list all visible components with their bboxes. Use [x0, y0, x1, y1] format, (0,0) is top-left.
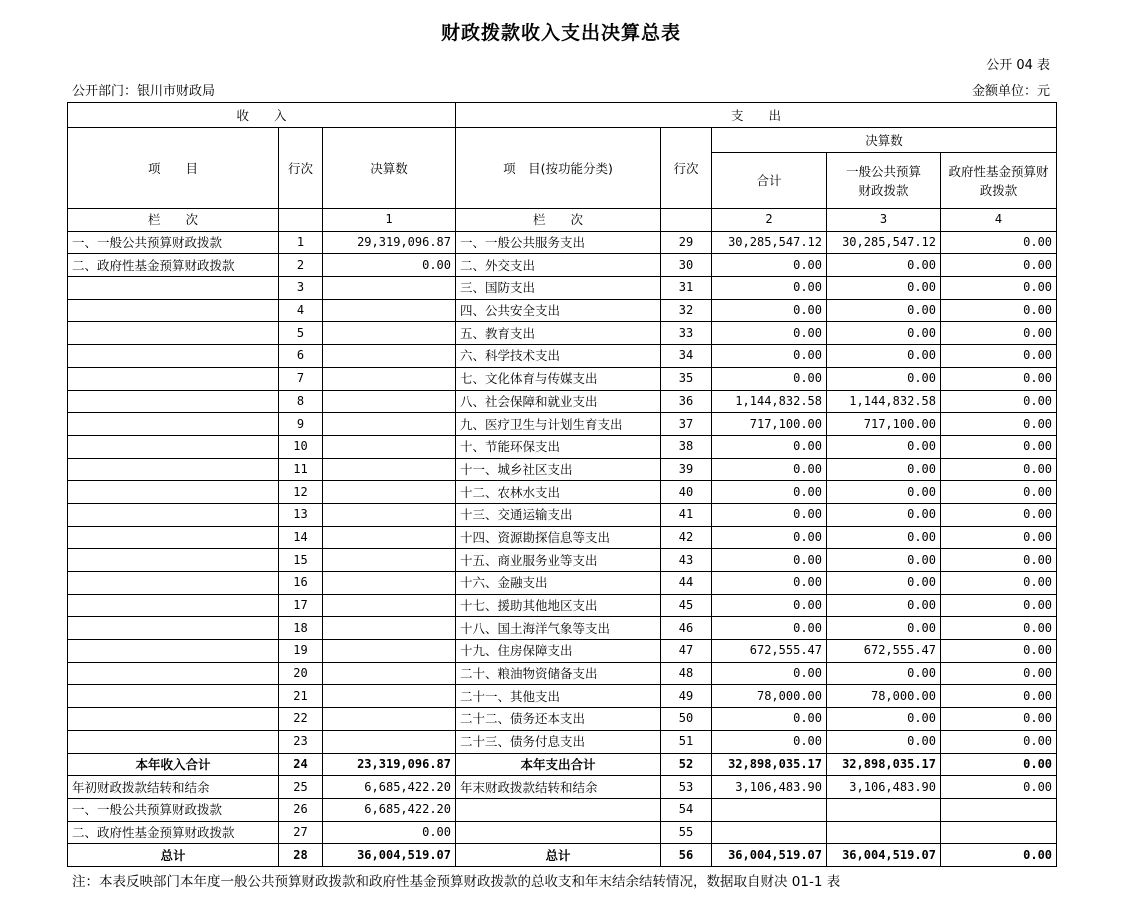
expense-line-no: 45 — [661, 594, 712, 617]
expense-gov-fund: 0.00 — [941, 662, 1057, 685]
table-row — [68, 254, 1057, 277]
expense-line-no: 30 — [661, 254, 712, 277]
income-amount — [323, 367, 456, 390]
income-amount — [323, 617, 456, 640]
expense-item: 一、一般公共服务支出 — [456, 231, 661, 254]
expense-amount-header: 决算数 — [712, 128, 1057, 153]
expense-general-budget: 32,898,035.17 — [827, 753, 941, 776]
expense-gov-fund: 0.00 — [941, 572, 1057, 595]
income-item — [68, 662, 279, 685]
income-amount — [323, 708, 456, 731]
expense-gov-fund: 0.00 — [941, 730, 1057, 753]
expense-line-no: 51 — [661, 730, 712, 753]
income-line-no: 27 — [279, 821, 323, 844]
table-row — [68, 299, 1057, 322]
income-item — [68, 390, 279, 413]
expense-gov-fund: 0.00 — [941, 594, 1057, 617]
expense-gov-fund: 0.00 — [941, 345, 1057, 368]
expense-item: 二十一、其他支出 — [456, 685, 661, 708]
expense-general-budget: 0.00 — [827, 458, 941, 481]
income-amount — [323, 685, 456, 708]
table-row — [68, 413, 1057, 436]
expense-general-budget: 0.00 — [827, 503, 941, 526]
expense-total: 672,555.47 — [712, 640, 827, 663]
income-line-no: 13 — [279, 503, 323, 526]
expense-general-budget: 30,285,547.12 — [827, 231, 941, 254]
expense-item: 十二、农林水支出 — [456, 481, 661, 504]
expense-line-no: 39 — [661, 458, 712, 481]
footnote: 注：本表反映部门本年度一般公共预算财政拨款和政府性基金预算财政拨款的总收支和年末结余结转情况，数据取自财决 01-1 表 — [72, 874, 841, 890]
table-row — [68, 640, 1057, 663]
income-item — [68, 640, 279, 663]
expense-general-budget — [827, 821, 941, 844]
income-amount — [323, 640, 456, 663]
expense-total — [712, 798, 827, 821]
table-row — [68, 458, 1057, 481]
expense-gov-fund: 0.00 — [941, 322, 1057, 345]
income-item — [68, 685, 279, 708]
expense-general-budget: 672,555.47 — [827, 640, 941, 663]
expense-total: 36,004,519.07 — [712, 844, 827, 867]
income-amount — [323, 572, 456, 595]
expense-gov-fund: 0.00 — [941, 390, 1057, 413]
expense-item — [456, 798, 661, 821]
expense-item: 二十二、债务还本支出 — [456, 708, 661, 731]
expense-total: 0.00 — [712, 345, 827, 368]
form-number: 公开 04 表 — [986, 58, 1050, 73]
expense-gov-fund: 0.00 — [941, 367, 1057, 390]
income-line-no: 28 — [279, 844, 323, 867]
income-line-no: 24 — [279, 753, 323, 776]
expense-line-no: 29 — [661, 231, 712, 254]
expense-line-no: 52 — [661, 753, 712, 776]
expense-line-no: 43 — [661, 549, 712, 572]
income-item-header: 项 目 — [68, 128, 279, 209]
income-item — [68, 572, 279, 595]
col-index-4: 4 — [941, 209, 1057, 232]
expense-gov-fund: 0.00 — [941, 685, 1057, 708]
income-amount — [323, 299, 456, 322]
income-amount — [323, 662, 456, 685]
budget-summary-table — [67, 102, 1057, 867]
expense-line-no: 31 — [661, 277, 712, 300]
income-amount — [323, 549, 456, 572]
income-item: 二、政府性基金预算财政拨款 — [68, 254, 279, 277]
expense-item: 二、外交支出 — [456, 254, 661, 277]
expense-item: 六、科学技术支出 — [456, 345, 661, 368]
expense-gov-fund: 0.00 — [941, 458, 1057, 481]
income-line-no: 16 — [279, 572, 323, 595]
expense-general-budget: 0.00 — [827, 526, 941, 549]
expense-gov-fund — [941, 821, 1057, 844]
expense-total: 0.00 — [712, 299, 827, 322]
expense-line-no: 38 — [661, 435, 712, 458]
col-label-blank-2 — [661, 209, 712, 232]
expense-total: 0.00 — [712, 458, 827, 481]
expense-item: 十五、商业服务业等支出 — [456, 549, 661, 572]
expense-line-no: 54 — [661, 798, 712, 821]
expense-item: 二十、粮油物资储备支出 — [456, 662, 661, 685]
expense-total: 30,285,547.12 — [712, 231, 827, 254]
table-row — [68, 322, 1057, 345]
income-item — [68, 435, 279, 458]
table-row — [68, 753, 1057, 776]
income-item — [68, 367, 279, 390]
income-line-no: 5 — [279, 322, 323, 345]
income-line-no: 8 — [279, 390, 323, 413]
income-header: 收 入 — [68, 103, 456, 128]
expense-line-no: 35 — [661, 367, 712, 390]
table-row — [68, 435, 1057, 458]
table-row — [68, 662, 1057, 685]
total-header: 合计 — [712, 153, 827, 209]
col-index-3: 3 — [827, 209, 941, 232]
expense-item: 九、医疗卫生与计划生育支出 — [456, 413, 661, 436]
expense-general-budget: 1,144,832.58 — [827, 390, 941, 413]
income-item — [68, 345, 279, 368]
income-line-no: 17 — [279, 594, 323, 617]
expense-total — [712, 821, 827, 844]
table-row — [68, 572, 1057, 595]
expense-general-budget: 0.00 — [827, 708, 941, 731]
income-amount: 0.00 — [323, 821, 456, 844]
expense-gov-fund: 0.00 — [941, 640, 1057, 663]
expense-total: 0.00 — [712, 481, 827, 504]
expense-line-no: 53 — [661, 776, 712, 799]
income-amount — [323, 322, 456, 345]
expense-item: 三、国防支出 — [456, 277, 661, 300]
table-row — [68, 503, 1057, 526]
expense-total: 0.00 — [712, 367, 827, 390]
expense-item: 年末财政拨款结转和结余 — [456, 776, 661, 799]
expense-line-no: 56 — [661, 844, 712, 867]
income-line-no: 20 — [279, 662, 323, 685]
table-row — [68, 798, 1057, 821]
income-amount-header: 决算数 — [323, 128, 456, 209]
expense-general-budget: 717,100.00 — [827, 413, 941, 436]
col-label-2: 栏 次 — [456, 209, 661, 232]
expense-item: 十九、住房保障支出 — [456, 640, 661, 663]
expense-total: 0.00 — [712, 435, 827, 458]
table-row — [68, 481, 1057, 504]
income-line-no: 26 — [279, 798, 323, 821]
expense-line-no: 49 — [661, 685, 712, 708]
income-line-no: 12 — [279, 481, 323, 504]
income-item — [68, 299, 279, 322]
expense-line-no: 42 — [661, 526, 712, 549]
expense-general-budget: 78,000.00 — [827, 685, 941, 708]
income-amount: 6,685,422.20 — [323, 776, 456, 799]
income-line-no: 9 — [279, 413, 323, 436]
income-line-no: 19 — [279, 640, 323, 663]
expense-line-no: 44 — [661, 572, 712, 595]
table-row — [68, 277, 1057, 300]
income-amount — [323, 390, 456, 413]
income-line-no: 22 — [279, 708, 323, 731]
table-row — [68, 821, 1057, 844]
expense-total: 0.00 — [712, 277, 827, 300]
expense-general-budget: 0.00 — [827, 322, 941, 345]
table-row — [68, 844, 1057, 867]
general-budget-header: 一般公共预算财政拨款 — [827, 153, 941, 209]
expense-item: 十六、金融支出 — [456, 572, 661, 595]
expense-general-budget: 0.00 — [827, 345, 941, 368]
expense-gov-fund: 0.00 — [941, 503, 1057, 526]
expense-general-budget: 36,004,519.07 — [827, 844, 941, 867]
table-row — [68, 345, 1057, 368]
income-item — [68, 730, 279, 753]
income-amount: 0.00 — [323, 254, 456, 277]
table-row — [68, 708, 1057, 731]
income-amount — [323, 503, 456, 526]
expense-general-budget: 0.00 — [827, 572, 941, 595]
expense-item: 总计 — [456, 844, 661, 867]
income-item: 总计 — [68, 844, 279, 867]
income-line-no: 18 — [279, 617, 323, 640]
income-amount — [323, 458, 456, 481]
income-amount — [323, 435, 456, 458]
expense-general-budget: 0.00 — [827, 254, 941, 277]
expense-total: 0.00 — [712, 594, 827, 617]
income-item — [68, 594, 279, 617]
income-amount: 29,319,096.87 — [323, 231, 456, 254]
unit-label: 金额单位：元 — [971, 84, 1050, 99]
expense-item: 四、公共安全支出 — [456, 299, 661, 322]
income-amount — [323, 526, 456, 549]
expense-gov-fund: 0.00 — [941, 413, 1057, 436]
income-amount — [323, 730, 456, 753]
expense-total: 1,144,832.58 — [712, 390, 827, 413]
expense-total: 0.00 — [712, 730, 827, 753]
expense-line-no: 47 — [661, 640, 712, 663]
income-amount: 36,004,519.07 — [323, 844, 456, 867]
gov-fund-header: 政府性基金预算财政拨款 — [941, 153, 1057, 209]
income-item — [68, 481, 279, 504]
expense-gov-fund: 0.00 — [941, 481, 1057, 504]
table-row — [68, 685, 1057, 708]
expense-line-no: 41 — [661, 503, 712, 526]
expense-item: 七、文化体育与传媒支出 — [456, 367, 661, 390]
expense-gov-fund: 0.00 — [941, 708, 1057, 731]
expense-line-no: 40 — [661, 481, 712, 504]
department-label: 公开部门：银川市财政局 — [72, 84, 216, 99]
income-item — [68, 458, 279, 481]
income-line-no: 15 — [279, 549, 323, 572]
income-line-no: 11 — [279, 458, 323, 481]
page-title: 财政拨款收入支出决算总表 — [440, 22, 681, 44]
expense-line-no: 37 — [661, 413, 712, 436]
col-index-1: 1 — [323, 209, 456, 232]
income-line-no: 3 — [279, 277, 323, 300]
expense-gov-fund: 0.00 — [941, 231, 1057, 254]
income-item: 一、一般公共预算财政拨款 — [68, 231, 279, 254]
expense-item-header: 项 目(按功能分类) — [456, 128, 661, 209]
expense-general-budget: 3,106,483.90 — [827, 776, 941, 799]
expense-general-budget: 0.00 — [827, 481, 941, 504]
income-line-no: 2 — [279, 254, 323, 277]
expense-item: 本年支出合计 — [456, 753, 661, 776]
col-index-2: 2 — [712, 209, 827, 232]
expense-general-budget: 0.00 — [827, 367, 941, 390]
expense-general-budget: 0.00 — [827, 594, 941, 617]
expense-total: 0.00 — [712, 254, 827, 277]
expense-general-budget: 0.00 — [827, 277, 941, 300]
expense-item: 十四、资源勘探信息等支出 — [456, 526, 661, 549]
expense-item: 十、节能环保支出 — [456, 435, 661, 458]
expense-total: 717,100.00 — [712, 413, 827, 436]
expense-item: 十八、国土海洋气象等支出 — [456, 617, 661, 640]
expense-general-budget: 0.00 — [827, 730, 941, 753]
expense-line-no: 48 — [661, 662, 712, 685]
expense-general-budget: 0.00 — [827, 662, 941, 685]
expense-item: 五、教育支出 — [456, 322, 661, 345]
expense-item: 十七、援助其他地区支出 — [456, 594, 661, 617]
table-row — [68, 549, 1057, 572]
expense-item: 八、社会保障和就业支出 — [456, 390, 661, 413]
expense-gov-fund: 0.00 — [941, 844, 1057, 867]
income-line-no: 23 — [279, 730, 323, 753]
income-item — [68, 277, 279, 300]
income-amount — [323, 413, 456, 436]
expense-general-budget: 0.00 — [827, 549, 941, 572]
expense-line-no: 55 — [661, 821, 712, 844]
income-item — [68, 322, 279, 345]
income-item: 二、政府性基金预算财政拨款 — [68, 821, 279, 844]
expense-total: 0.00 — [712, 549, 827, 572]
income-amount — [323, 277, 456, 300]
expense-item — [456, 821, 661, 844]
income-amount: 23,319,096.87 — [323, 753, 456, 776]
expense-total: 0.00 — [712, 572, 827, 595]
col-label-blank — [279, 209, 323, 232]
expense-general-budget — [827, 798, 941, 821]
expense-header: 支 出 — [456, 103, 1057, 128]
table-row — [68, 594, 1057, 617]
expense-general-budget: 0.00 — [827, 299, 941, 322]
income-line-no: 6 — [279, 345, 323, 368]
expense-gov-fund: 0.00 — [941, 435, 1057, 458]
income-line-no: 10 — [279, 435, 323, 458]
income-line-no: 25 — [279, 776, 323, 799]
expense-general-budget: 0.00 — [827, 435, 941, 458]
expense-gov-fund — [941, 798, 1057, 821]
col-label: 栏 次 — [68, 209, 279, 232]
income-item — [68, 549, 279, 572]
table-row — [68, 231, 1057, 254]
income-item — [68, 503, 279, 526]
income-amount — [323, 481, 456, 504]
expense-item: 十三、交通运输支出 — [456, 503, 661, 526]
table-row — [68, 730, 1057, 753]
expense-total: 3,106,483.90 — [712, 776, 827, 799]
expense-total: 0.00 — [712, 617, 827, 640]
expense-total: 78,000.00 — [712, 685, 827, 708]
income-amount — [323, 345, 456, 368]
expense-total: 0.00 — [712, 322, 827, 345]
table-row — [68, 617, 1057, 640]
expense-item: 二十三、债务付息支出 — [456, 730, 661, 753]
expense-total: 0.00 — [712, 526, 827, 549]
income-line-no: 4 — [279, 299, 323, 322]
expense-line-no: 33 — [661, 322, 712, 345]
table-row — [68, 367, 1057, 390]
expense-line-no-header: 行次 — [661, 128, 712, 209]
expense-total: 0.00 — [712, 708, 827, 731]
expense-total: 32,898,035.17 — [712, 753, 827, 776]
expense-gov-fund: 0.00 — [941, 299, 1057, 322]
table-row — [68, 526, 1057, 549]
table-row — [68, 390, 1057, 413]
expense-gov-fund: 0.00 — [941, 549, 1057, 572]
expense-gov-fund: 0.00 — [941, 277, 1057, 300]
expense-total: 0.00 — [712, 662, 827, 685]
expense-line-no: 34 — [661, 345, 712, 368]
expense-general-budget: 0.00 — [827, 617, 941, 640]
income-line-no: 7 — [279, 367, 323, 390]
income-line-no: 1 — [279, 231, 323, 254]
expense-gov-fund: 0.00 — [941, 254, 1057, 277]
income-line-no: 21 — [279, 685, 323, 708]
income-item — [68, 708, 279, 731]
expense-gov-fund: 0.00 — [941, 526, 1057, 549]
income-item — [68, 526, 279, 549]
income-item: 年初财政拨款结转和结余 — [68, 776, 279, 799]
expense-gov-fund: 0.00 — [941, 617, 1057, 640]
expense-gov-fund: 0.00 — [941, 776, 1057, 799]
income-item: 一、一般公共预算财政拨款 — [68, 798, 279, 821]
income-item — [68, 413, 279, 436]
income-line-no: 14 — [279, 526, 323, 549]
income-line-no-header: 行次 — [279, 128, 323, 209]
expense-line-no: 36 — [661, 390, 712, 413]
income-item: 本年收入合计 — [68, 753, 279, 776]
expense-line-no: 32 — [661, 299, 712, 322]
income-amount: 6,685,422.20 — [323, 798, 456, 821]
expense-line-no: 50 — [661, 708, 712, 731]
expense-gov-fund: 0.00 — [941, 753, 1057, 776]
income-amount — [323, 594, 456, 617]
income-item — [68, 617, 279, 640]
expense-total: 0.00 — [712, 503, 827, 526]
expense-item: 十一、城乡社区支出 — [456, 458, 661, 481]
table-row — [68, 776, 1057, 799]
expense-line-no: 46 — [661, 617, 712, 640]
